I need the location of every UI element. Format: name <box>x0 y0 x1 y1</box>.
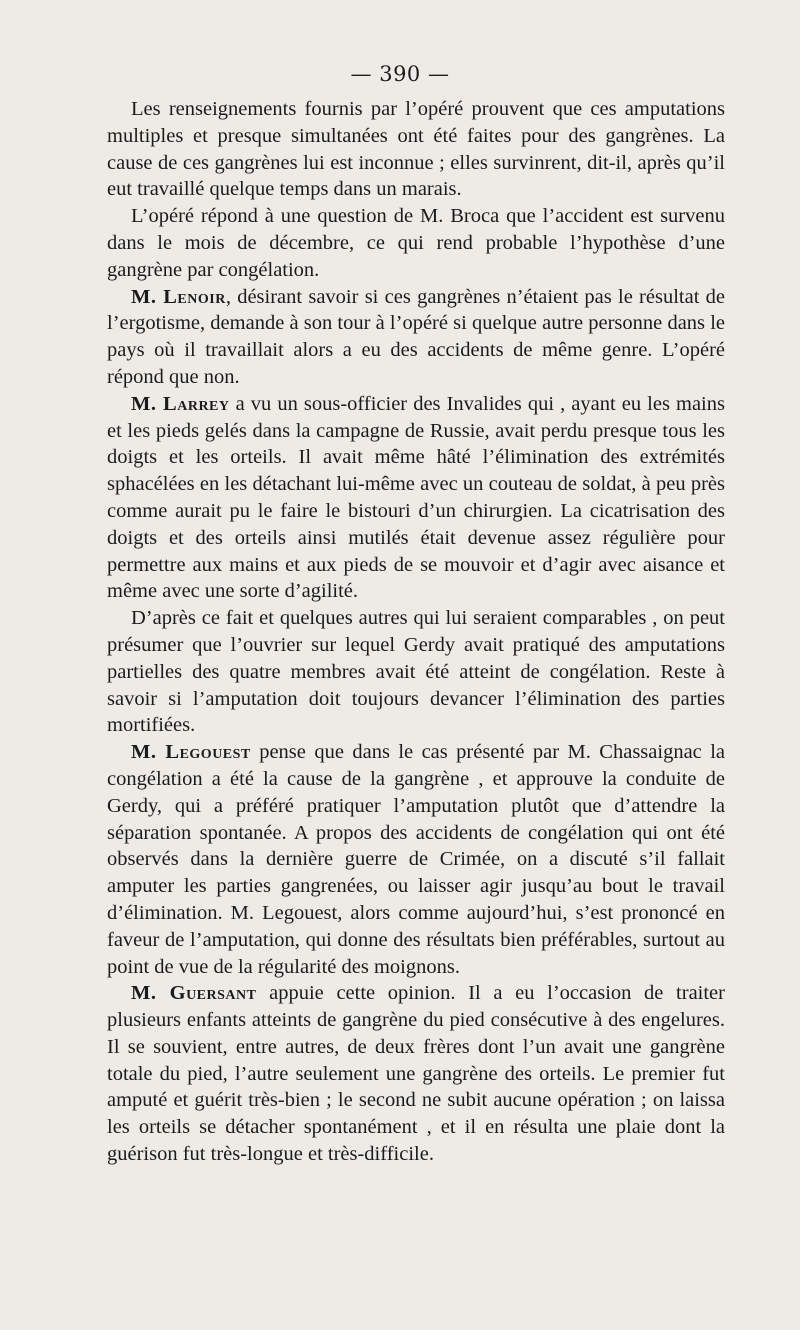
paragraph-text: D’après ce fait et quelques autres qui lui seraient comparables , on peut présumer que l’ouvrier sur lequel Gerdy avait pratiqué des amputations partielles des quatre membres avait été atteint de congélation. Reste à savoir si l’amputation doit toujours devancer l’élimination des parties mortifiées. <box>107 607 725 737</box>
paragraph-text: Les renseignements fournis par l’opéré prouvent que ces amputations multiples et presque simultanées ont été faites pour des gangrènes. La cause de ces gangrènes lui est inconnue ; elles survinrent, dit-il, après qu’il eut travaillé quelque temps dans un marais. <box>107 98 725 201</box>
paragraph <box>107 96 725 203</box>
speaker-name: M. Legouest <box>131 741 251 764</box>
paragraph-text: a vu un sous-officier des Invalides qui , ayant eu les mains et les pieds gelés dans la campagne de Russie, avait perdu presque tous les doigts et les orteils. Il avait même hâté l’élimination des extrémités sphacélées en les détachant lui-même avec un couteau de soldat, à peu près comme aurait pu le faire le bistouri d’un chirurgien. La cicatrisation des doigts et des orteils ainsi mutilés était devenue assez régulière pour permettre aux mains et aux pieds de se mouvoir et d’agir avec aisance et même avec une sorte d’agilité. <box>107 392 725 603</box>
paragraph-text: appuie cette opinion. Il a eu l’occasion de traiter plusieurs enfants atteints de gangrène du pied consécutive à des engelures. Il se souvient, entre autres, de deux frères dont l’un avait une gangrène totale du pied, l’autre seulement une gangrène des orteils. Le premier fut amputé et guérit très-bien ; le second ne subit aucune opération ; on laissa les orteils se détacher spontanément , et il en résulta une plaie dont la guérison fut très-longue et très-difficile. <box>107 982 725 1166</box>
paragraph <box>107 605 725 739</box>
paragraph <box>107 739 725 980</box>
paragraph-text: , désirant savoir si ces gangrènes n’étaient pas le résultat de l’ergotisme, demande à son tour à l’opéré si quelque autre personne dans le pays où il travaillait alors a eu des accidents de même genre. L’opéré répond que non. <box>107 285 725 388</box>
paragraph-text: pense que dans le cas présenté par M. Chassaignac la congélation a été la cause de la gangrène , et approuve la conduite de Gerdy, qui a préféré pratiquer l’amputation plutôt que d’attendre la séparation spontanée. A propos des accidents de congélation qui ont été observés dans la dernière guerre de Crimée, on a discuté s’il fallait amputer les parties gangrenées, ou laisser agir jusqu’au bout le travail d’élimination. M. Legouest, alors comme aujourd’hui, s’est prononcé en faveur de l’amputation, qui donne des résultats bien préférables, surtout au point de vue de la régularité des moignons. <box>107 741 725 978</box>
paragraph <box>107 203 725 283</box>
body-text <box>107 96 725 1168</box>
paragraph <box>107 391 725 605</box>
speaker-name: M. Lenoir <box>131 285 226 308</box>
paragraph <box>107 284 725 391</box>
speaker-name: M. Larrey <box>131 392 230 415</box>
paragraph <box>107 980 725 1168</box>
paragraph-text: L’opéré répond à une question de M. Broca que l’accident est survenu dans le mois de décembre, ce qui rend probable l’hypothèse d’une gangrène par congélation. <box>107 205 725 281</box>
page-number: — 390 — <box>350 62 450 86</box>
speaker-name: M. Guersant <box>131 982 257 1005</box>
